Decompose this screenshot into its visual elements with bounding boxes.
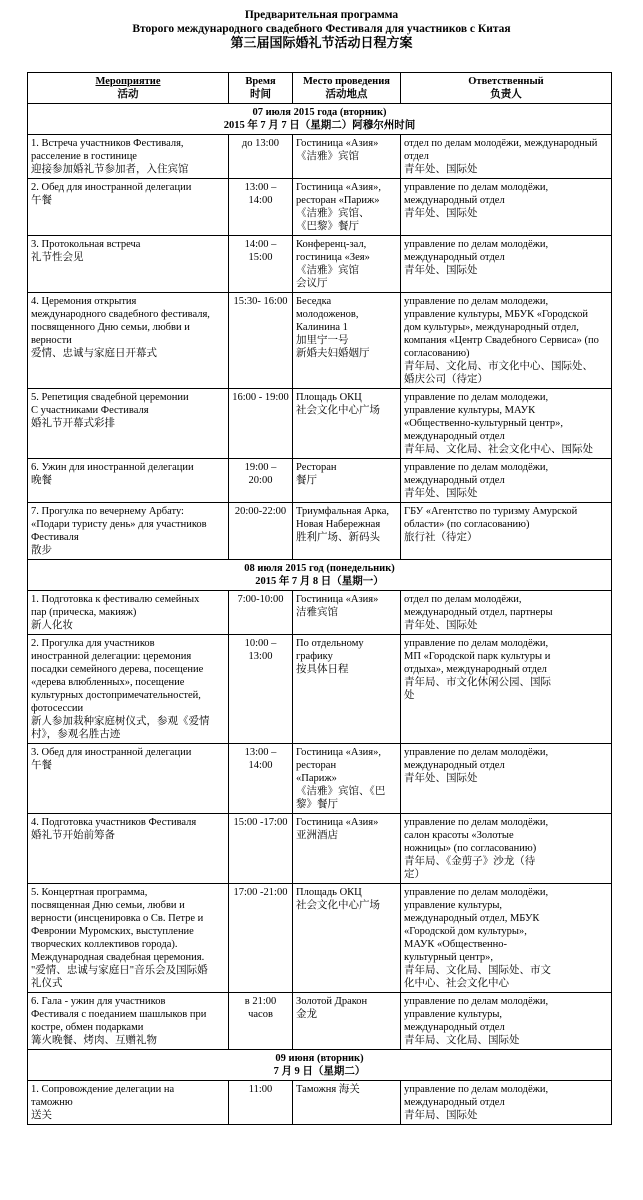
cell-line: 餐厅: [296, 475, 317, 486]
cell-line: 青年处、国际处: [404, 488, 478, 499]
cell-line: международный отдел, МБУК: [404, 913, 540, 924]
cell-line: 篝火晚餐、烤肉、互赠礼物: [31, 1035, 157, 1046]
cell-line: «Париж»: [296, 773, 337, 784]
cell-line: верности (инсценировка о Св. Петре и: [31, 913, 204, 924]
event-cell: [28, 236, 229, 293]
cell-line: 5. Концертная программа,: [31, 887, 148, 898]
cell-line: 礼节性会见: [31, 252, 84, 263]
column-header-event: Мероприятие 活动: [28, 73, 229, 104]
responsible-cell: [401, 389, 612, 459]
day-header-row: [28, 560, 612, 591]
cell-line: «Городской дом культуры»,: [404, 926, 527, 937]
table-row: [28, 993, 612, 1050]
event-cell: [28, 389, 229, 459]
cell-line: МАУК «Общественно-: [404, 939, 508, 950]
place-cell: [293, 179, 401, 236]
place-cell: [293, 1081, 401, 1125]
day-label-cn: 2015 年 7 月 7 日（星期二）阿穆尔州时间: [223, 120, 416, 131]
cell-line: международный отдел: [404, 252, 505, 263]
place-cell: [293, 293, 401, 389]
cell-line: 2. Прогулка для участников: [31, 638, 155, 649]
responsible-cell: [401, 293, 612, 389]
cell-line: 6. Ужин для иностранной делегации: [31, 462, 194, 473]
subtitle-ru: Второго международного свадебного Фестиваля для участников с Китая: [132, 23, 511, 35]
cell-line: 新婚夫妇婚姻厅: [296, 348, 370, 359]
cell-line: управление по делам молодёжи,: [404, 996, 549, 1007]
table-header-row: [28, 73, 612, 104]
responsible-cell: [401, 635, 612, 744]
cell-line: Февронии Муромских, выступление: [31, 926, 194, 937]
responsible-cell: [401, 744, 612, 814]
cell-line: 午餐: [31, 195, 52, 206]
time-cell: 7:00-10:00: [229, 591, 293, 635]
cell-line: культурный центр»,: [404, 952, 493, 963]
cell-line: 婚礼节开始前筹备: [31, 830, 115, 841]
cell-line: международный отдел, партнеры: [404, 607, 553, 618]
cell-line: «Подари туристу день» для участников: [31, 519, 207, 530]
cell-line: управление по делам молодежи,: [404, 392, 549, 403]
cell-line: отдыха», международный отдел: [404, 664, 547, 675]
time-cell: 16:00 - 19:00: [229, 389, 293, 459]
title-ru: Предварительная программа: [244, 9, 399, 21]
cell-line: гостиница «Зея»: [296, 252, 370, 263]
cell-line: 2. Обед для иностранной делегации: [31, 182, 192, 193]
event-cell: [28, 814, 229, 884]
cell-line: международный отдел: [404, 1097, 505, 1108]
place-cell: [293, 503, 401, 560]
cell-line: управление по делам молодёжи,: [404, 239, 549, 250]
cell-line: 社会文化中心广场: [296, 405, 380, 416]
day-label-cn: 7 月 9 日（星期二）: [273, 1066, 366, 1077]
cell-line: ГБУ «Агентство по туризму Амурской: [404, 506, 578, 517]
table-row: [28, 293, 612, 389]
cell-line: управление культуры,: [404, 1009, 503, 1020]
table-row: [28, 135, 612, 179]
cell-line: Площадь ОКЦ: [296, 392, 362, 403]
cell-line: международный отдел: [404, 195, 505, 206]
cell-line: 青年处、国际处: [404, 620, 478, 631]
cell-line: 新人化妆: [31, 620, 73, 631]
cell-line: международный отдел: [404, 760, 505, 771]
cell-line: управление по делам молодежи,: [404, 296, 549, 307]
cell-line: Гостиница «Азия»: [296, 594, 379, 605]
cell-line: фотосессии: [31, 703, 84, 714]
cell-line: 婚礼节开幕式彩排: [31, 418, 115, 429]
cell-line: посвященная Дню семьи, любви и: [31, 900, 185, 911]
cell-line: Фестиваля с поеданием шашлыков при: [31, 1009, 207, 1020]
event-cell: [28, 135, 229, 179]
cell-line: 6. Гала - ужин для участников: [31, 996, 166, 1007]
cell-line: Гостиница «Азия»,: [296, 182, 381, 193]
cell-line: 青年局、文化局、国际处: [404, 1035, 520, 1046]
cell-line: Конференц-зал,: [296, 239, 367, 250]
cell-line: 青年处、国际处: [404, 773, 478, 784]
time-cell: 15:30- 16:00: [229, 293, 293, 389]
place-cell: [293, 884, 401, 993]
responsible-cell: [401, 459, 612, 503]
cell-line: отдел по делам молодёжи,: [404, 594, 522, 605]
table-row: [28, 179, 612, 236]
cell-line: согласованию): [404, 348, 470, 359]
cell-line: Фестиваля: [31, 532, 79, 543]
table-row: [28, 744, 612, 814]
column-header-time: Время 时间: [229, 73, 293, 104]
day-heading: [28, 560, 612, 591]
cell-line: международный отдел: [404, 1022, 505, 1033]
cell-line: костре, обмен подарками: [31, 1022, 144, 1033]
cell-line: 婚庆公司（待定）: [404, 374, 488, 385]
cell-line: 礼仪式: [31, 978, 63, 989]
cell-line: Гостиница «Азия»: [296, 817, 379, 828]
cell-line: 青年局、文化局、国际处、市文: [404, 965, 551, 976]
time-cell: 14:00 – 15:00: [229, 236, 293, 293]
cell-line: «дерева влюбленных», посещение: [31, 677, 185, 688]
cell-line: 4. Церемония открытия: [31, 296, 137, 307]
cell-line: молодоженов,: [296, 309, 359, 320]
cell-line: 洁雅宾馆: [296, 607, 338, 618]
cell-line: 5. Репетиция свадебной церемонии: [31, 392, 189, 403]
cell-line: 村》，参观名胜古迹: [31, 729, 121, 740]
cell-line: управление по делам молодёжи,: [404, 887, 549, 898]
event-cell: [28, 179, 229, 236]
cell-line: культурных достопримечательностей,: [31, 690, 201, 701]
responsible-cell: [401, 179, 612, 236]
cell-line: 散步: [31, 545, 52, 556]
responsible-cell: [401, 884, 612, 993]
cell-line: таможню: [31, 1097, 73, 1108]
place-cell: [293, 236, 401, 293]
cell-line: Международная свадебная церемония.: [31, 952, 205, 963]
responsible-cell: [401, 236, 612, 293]
place-cell: [293, 459, 401, 503]
cell-line: управление по делам молодёжи,: [404, 1084, 549, 1095]
time-cell: 20:00-22:00: [229, 503, 293, 560]
cell-line: 晚餐: [31, 475, 52, 486]
cell-line: 新人参加栽种家庭树仪式，参观《爱情: [31, 716, 210, 727]
cell-line: управление культуры, МАУК: [404, 405, 536, 416]
cell-line: 金龙: [296, 1009, 317, 1020]
cell-line: 社会文化中心广场: [296, 900, 380, 911]
day-header-row: [28, 1050, 612, 1081]
cell-line: МП «Городской парк культуры и: [404, 651, 551, 662]
place-cell: [293, 591, 401, 635]
cell-line: Новая Набережная: [296, 519, 381, 530]
cell-line: Таможня 海关: [296, 1084, 360, 1095]
event-cell: [28, 459, 229, 503]
table-row: [28, 884, 612, 993]
cell-line: международный отдел: [404, 475, 505, 486]
cell-line: Триумфальная Арка,: [296, 506, 390, 517]
cell-line: 《巴黎》餐厅: [296, 221, 359, 232]
cell-line: 青年局、文化局、社会文化中心、国际处: [404, 444, 593, 455]
cell-line: 亚洲酒店: [296, 830, 338, 841]
cell-line: Гостиница «Азия»: [296, 138, 379, 149]
cell-line: «Общественно-культурный центр»,: [404, 418, 563, 429]
cell-line: ножницы» (по согласованию): [404, 843, 537, 854]
cell-line: 青年局、《金剪子》沙龙（待: [404, 856, 536, 867]
cell-line: 青年处、国际处: [404, 164, 478, 175]
cell-line: 胜利广场、新码头: [296, 532, 380, 543]
cell-line: Площадь ОКЦ: [296, 887, 362, 898]
cell-line: 青年局、市文化休闲公园、国际: [404, 677, 551, 688]
table-row: [28, 503, 612, 560]
cell-line: 旅行社（待定）: [404, 532, 478, 543]
table-row: [28, 1081, 612, 1125]
cell-line: международного свадебного фестиваля,: [31, 309, 210, 320]
cell-line: 7. Прогулка по вечернему Арбату:: [31, 506, 184, 517]
time-cell: 17:00 -21:00: [229, 884, 293, 993]
cell-line: верности: [31, 335, 72, 346]
day-heading: [28, 104, 612, 135]
cell-line: управление по делам молодёжи,: [404, 638, 549, 649]
cell-line: управление культуры,: [404, 900, 503, 911]
day-label-ru: 07 июля 2015 года (вторник): [252, 107, 387, 118]
place-cell: [293, 635, 401, 744]
cell-line: расселение в гостинице: [31, 151, 137, 162]
cell-line: 会议厅: [296, 278, 328, 289]
time-cell: 13:00 – 14:00: [229, 179, 293, 236]
event-cell: [28, 884, 229, 993]
cell-line: 爱情、忠诚与家庭日开幕式: [31, 348, 157, 359]
cell-line: 《洁雅》宾馆、《巴黎》餐厅: [296, 786, 386, 810]
cell-line: 送关: [31, 1110, 52, 1121]
cell-line: управление по делам молодёжи,: [404, 747, 549, 758]
cell-line: 4. Подготовка участников Фестиваля: [31, 817, 197, 828]
cell-line: управление по делам молодёжи,: [404, 817, 549, 828]
cell-line: Ресторан: [296, 462, 337, 473]
event-cell: [28, 503, 229, 560]
cell-line: 3. Протокольная встреча: [31, 239, 141, 250]
cell-line: пар (прическа, макияж): [31, 607, 137, 618]
cell-line: 3. Обед для иностранной делегации: [31, 747, 192, 758]
responsible-cell: [401, 591, 612, 635]
column-header-responsible: Ответственный 负责人: [401, 73, 612, 104]
time-cell: 10:00 – 13:00: [229, 635, 293, 744]
responsible-cell: [401, 1081, 612, 1125]
cell-line: "爱情、忠诚与家庭日"音乐会及国际婚: [31, 965, 208, 976]
cell-line: 《洁雅》宾馆: [296, 265, 359, 276]
cell-line: дом культуры», международный отдел,: [404, 322, 579, 333]
event-cell: [28, 591, 229, 635]
cell-line: управление по делам молодёжи,: [404, 462, 549, 473]
day-header-row: [28, 104, 612, 135]
day-label-ru: 09 июня (вторник): [275, 1053, 364, 1064]
cell-line: 处: [404, 690, 415, 701]
responsible-cell: [401, 503, 612, 560]
event-cell: [28, 744, 229, 814]
time-cell: в 21:00 часов: [229, 993, 293, 1050]
place-cell: [293, 993, 401, 1050]
place-cell: [293, 389, 401, 459]
time-cell: 19:00 – 20:00: [229, 459, 293, 503]
cell-line: 定）: [404, 869, 425, 880]
responsible-cell: [401, 814, 612, 884]
cell-line: Калинина 1: [296, 322, 348, 333]
cell-line: 《洁雅》宾馆: [296, 151, 359, 162]
table-row: [28, 389, 612, 459]
cell-line: Беседка: [296, 296, 332, 307]
event-cell: [28, 1081, 229, 1125]
event-cell: [28, 635, 229, 744]
column-header-place: Место проведения 活动地点: [293, 73, 401, 104]
event-cell: [28, 293, 229, 389]
cell-line: иностранной делегации: церемония: [31, 651, 192, 662]
place-cell: [293, 814, 401, 884]
table-row: [28, 236, 612, 293]
cell-line: 青年局、文化局、市文化中心、国际处、: [404, 361, 593, 372]
cell-line: Гостиница «Азия», ресторан: [296, 747, 381, 771]
responsible-cell: [401, 135, 612, 179]
place-cell: [293, 135, 401, 179]
title-cn: 第三届国际婚礼节活动日程方案: [230, 35, 413, 50]
cell-line: Золотой Дракон: [296, 996, 368, 1007]
cell-line: 化中心、社会文化中心: [404, 978, 509, 989]
cell-line: международный отдел: [404, 431, 505, 442]
cell-line: 《洁雅》宾馆、: [296, 208, 370, 219]
cell-line: ресторан «Париж»: [296, 195, 380, 206]
cell-line: управление культуры, МБУК «Городской: [404, 309, 588, 320]
day-heading: [28, 1050, 612, 1081]
cell-line: салон красоты «Золотые: [404, 830, 514, 841]
cell-line: компания «Центр Свадебного Сервиса» (по: [404, 335, 599, 346]
cell-line: 1. Сопровождение делегации на: [31, 1084, 175, 1095]
cell-line: отдел по делам молодёжи, международный: [404, 138, 598, 149]
day-label-cn: 2015 年 7 月 8 日（星期一）: [255, 576, 384, 587]
cell-line: По отдельному графику: [296, 638, 364, 662]
cell-line: области» (по согласованию): [404, 519, 530, 530]
time-cell: 11:00: [229, 1081, 293, 1125]
cell-line: отдел: [404, 151, 429, 162]
table-row: [28, 635, 612, 744]
cell-line: 1. Встреча участников Фестиваля,: [31, 138, 184, 149]
cell-line: 按具体日程: [296, 664, 349, 675]
cell-line: 迎接参加婚礼节参加者，入住宾馆: [31, 164, 189, 175]
cell-line: 青年处、国际处: [404, 265, 478, 276]
table-row: [28, 814, 612, 884]
table-row: [28, 591, 612, 635]
schedule-table: [27, 72, 612, 1125]
cell-line: 1. Подготовка к фестивалю семейных: [31, 594, 200, 605]
cell-line: 午餐: [31, 760, 52, 771]
day-label-ru: 08 июля 2015 год (понедельник): [244, 563, 395, 574]
place-cell: [293, 744, 401, 814]
cell-line: 加里宁一号: [296, 335, 349, 346]
cell-line: творческих коллективов города).: [31, 939, 178, 950]
cell-line: посвященного Дню семьи, любви и: [31, 322, 190, 333]
cell-line: посадки семейного дерева, посещение: [31, 664, 204, 675]
responsible-cell: [401, 993, 612, 1050]
time-cell: 15:00 -17:00: [229, 814, 293, 884]
time-cell: до 13:00: [229, 135, 293, 179]
table-row: [28, 459, 612, 503]
cell-line: С участниками Фестиваля: [31, 405, 149, 416]
event-cell: [28, 993, 229, 1050]
document-header: [0, 0, 643, 50]
time-cell: 13:00 – 14:00: [229, 744, 293, 814]
cell-line: управление по делам молодёжи,: [404, 182, 549, 193]
cell-line: 青年局、国际处: [404, 1110, 478, 1121]
cell-line: 青年处、国际处: [404, 208, 478, 219]
